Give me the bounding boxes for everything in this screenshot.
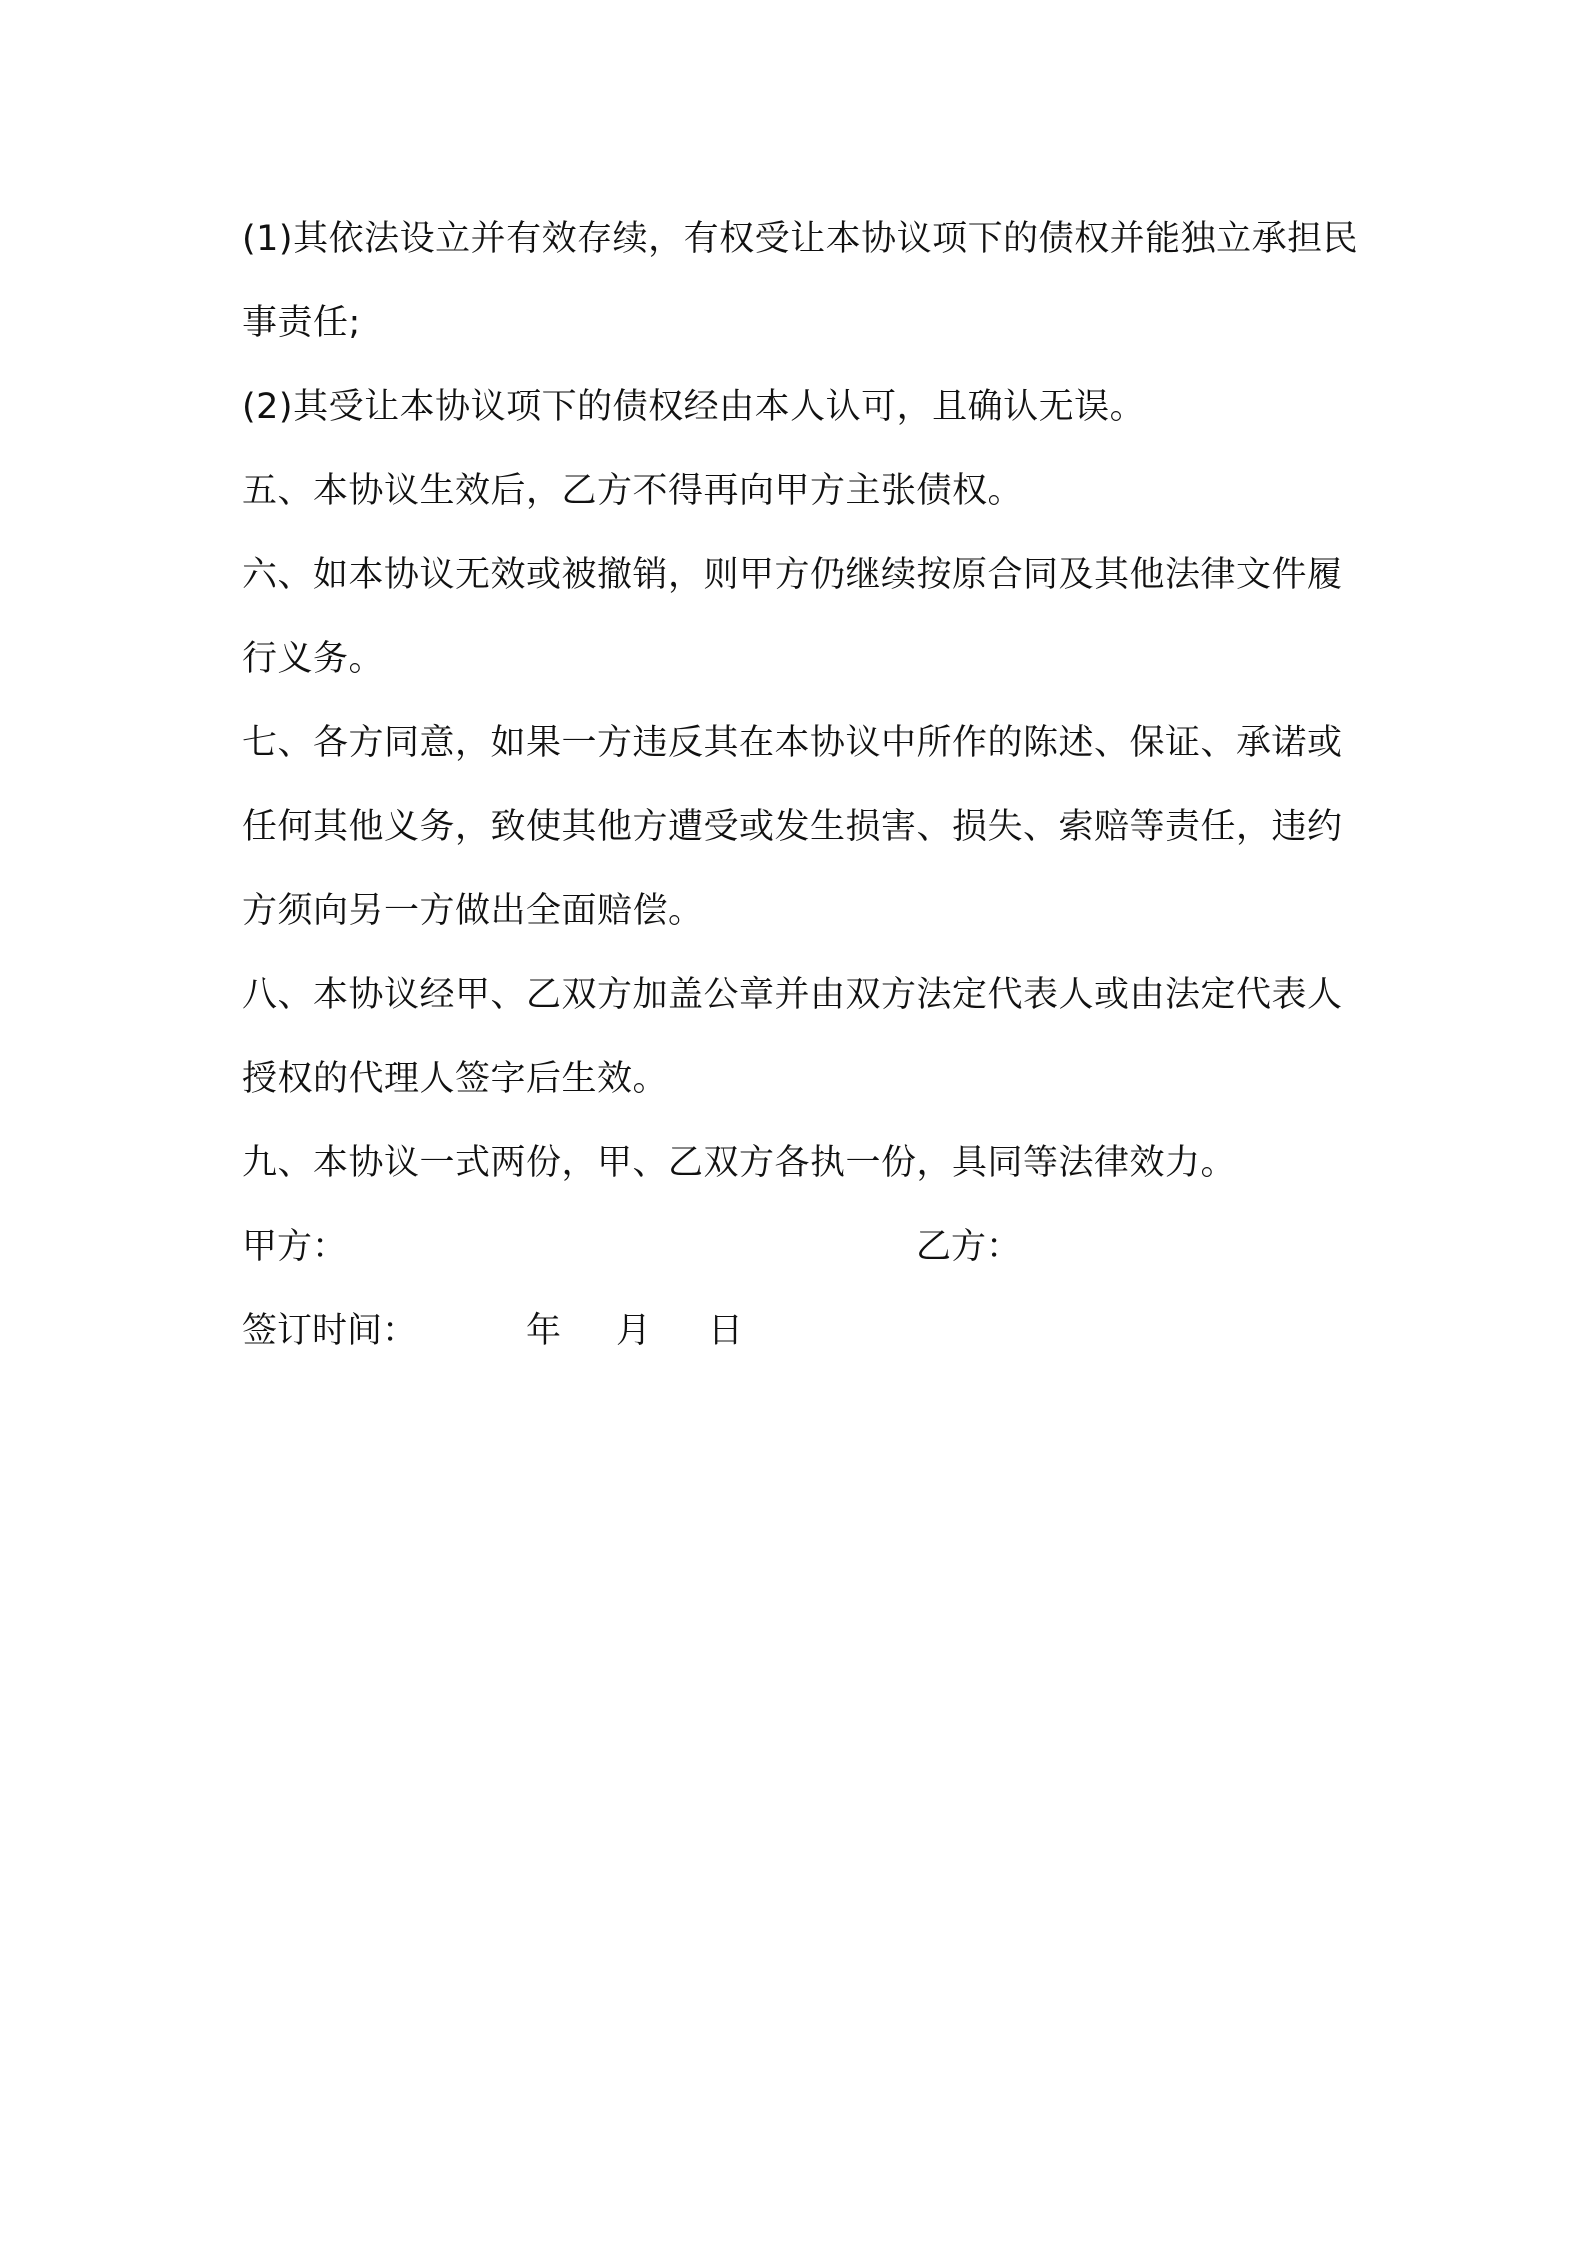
clause-paragraph: 六、如本协议无效或被撤销，则甲方仍继续按原合同及其他法律文件履行义务。 xyxy=(242,555,1343,679)
date-year-label: 年 xyxy=(526,1311,562,1351)
clause-paragraph: (1)其依法设立并有效存续，有权受让本协议项下的债权并能独立承担民事责任; xyxy=(242,219,1359,343)
document-body xyxy=(242,197,1362,1373)
date-month-label: 月 xyxy=(616,1311,652,1351)
clause-paragraph: 九、本协议一式两份，甲、乙双方各执一份，具同等法律效力。 xyxy=(242,1143,1237,1183)
signing-date-row xyxy=(242,1289,1362,1373)
clause-paragraph: 七、各方同意，如果一方违反其在本协议中所作的陈述、保证、承诺或任何其他义务，致使其他方遭受或发生损害、损失、索赔等责任，违约方须向另一方做出全面赔偿。 xyxy=(242,723,1343,931)
party-b-label: 乙方： xyxy=(916,1227,1022,1267)
signing-date-label: 签订时间： xyxy=(242,1311,418,1351)
clause-paragraph: 八、本协议经甲、乙双方加盖公章并由双方法定代表人或由法定代表人授权的代理人签字后生效。 xyxy=(242,975,1343,1099)
clause-paragraph: 五、本协议生效后，乙方不得再向甲方主张债权。 xyxy=(242,471,1024,511)
party-a-label: 甲方： xyxy=(242,1227,348,1267)
clause-paragraph: (2)其受让本协议项下的债权经由本人认可，且确认无误。 xyxy=(242,387,1146,427)
date-day-label: 日 xyxy=(708,1311,744,1351)
signature-parties-row xyxy=(242,1205,1362,1289)
